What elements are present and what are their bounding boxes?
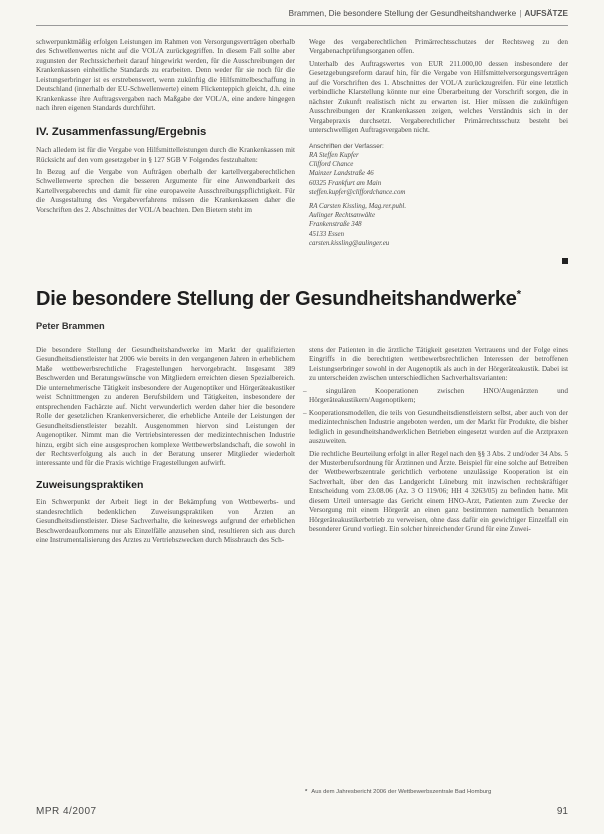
article-author: Peter Brammen: [36, 321, 105, 331]
paragraph: Nach alledem ist für die Vergabe von Hilfsmittelleistungen durch die Krankenkassen mit Rücksicht auf den vom gesetzgeber in § 127 SGB V Folgendes festzuhalten:: [36, 146, 295, 164]
running-title: Brammen, Die besondere Stellung der Gesundheitshandwerke: [288, 9, 517, 18]
footnote-text: Aus dem Jahresbericht 2006 der Wettbewerbszentrale Bad Homburg: [311, 789, 492, 795]
article-title: [36, 288, 576, 311]
address-line: RA Carsten Kissling, Mag.rer.publ.: [309, 203, 407, 210]
bottom-left-column: [36, 346, 295, 549]
address-line: RA Steffen Kupfer: [309, 151, 359, 159]
paragraph: Wege des vergaberechtlichen Primärrechtsschutzes der Rechtsweg zu den Vergabenachprüfungsorganen offen.: [309, 38, 568, 56]
paragraph: stens der Patienten in die ärztliche Tätigkeit gesetzten Vertrauens und der Folge eines Eingriffs in die berechtigten wettbewerbsrechtlichen Interessen der betroffenen Leistungserbringer sowohl in der Augenoptik als auch in der Hörgeräteakustik. Dabei ist zu unterscheiden zwischen unterschiedlichen Sachverhaltsvarianten:: [309, 346, 568, 383]
section-heading: IV. Zusammenfassung/Ergebnis: [36, 125, 207, 138]
address-line: Frankenstraße 348: [309, 221, 362, 229]
bottom-right-column: [303, 346, 568, 538]
footnote: [305, 789, 565, 795]
top-left-column: [36, 38, 295, 218]
end-of-article-square-icon: [562, 258, 568, 264]
list-item: – Kooperationsmodellen, die teils von Gesundheitsdienstleistern selbst, aber auch von der medizintechnischen Industrie angeboten werden, um der Markt für Produkte, die bisher lediglich in gesundheitshandwerklichen Betrieben eingesetzt wurden auf die Arztpraxen auszuweiten.: [303, 408, 568, 446]
page-number: 91: [556, 806, 568, 817]
email-link[interactable]: carsten.kissling@aulinger.eu: [309, 239, 390, 247]
section-heading: Zuweisungspraktiken: [36, 478, 144, 491]
list-item: – singulären Kooperationen zwischen HNO/Augenärzten und Hörgeräteakustikern/Augenoptikern;: [303, 386, 568, 405]
header-separator: |: [519, 9, 522, 18]
paragraph: schwerpunktmäßig erfolgen Leistungen im Rahmen von Versorgungsverträgen oberhalb des Schwellenwertes nicht auf die VOL/A zurückgegriffen. In diesem Fall sollte aber zugunsten der Rechtssicherheit darauf hingewirkt werden, für die Ausschreibungen der Krankenkassen einheitliche Standards zu erarbeiten. Denn weder für sie noch für die Leistungserbringer ist es erstrebenswert, wenn zukünftig die Hilfsmittelbeschaffung in Deutschland (innerhalb der EU-Schwellenwerte) einem Flickenteppich gleicht, d.h. eine Krankenkasse ihre Auftragsvergaben nach Maßgabe der VOL/A, eine andere hingegen nach ihren eigenen Standards durchführt.: [36, 38, 295, 113]
author-address-2: [309, 202, 568, 248]
address-line: 45133 Essen: [309, 230, 345, 238]
running-header: [36, 9, 568, 26]
author-address-label: Anschriften der Verfasser:: [309, 142, 384, 150]
paragraph: In Bezug auf die Vergabe von Aufträgen oberhalb der kartellvergaberechtlichen Schwellenwerte sprechen die besseren Argumente für eine Anwendbarkeit des Kartellvergaberechts und damit für eine europaweite Ausschreibungspflichtigkeit. Für die Ausgestaltung des Vergabeverfahrens müssen die Krankenkassen daher die Vorschriften des 2. Abschnittes der VOL/A beachten. Den Bietern steht im: [36, 167, 295, 214]
paragraph: Die besondere Stellung der Gesundheitshandwerke im Markt der qualifizierten Gesundheitsdienstleister hat 2006 wie bereits in den vergangenen Jahren in erheblichem Maße wettbewerbsrechtliche Fragestellungen hervorgebracht. Insgesamt 389 Beschwerden und Beratungswünsche von Mitgliedern erreichten diesen Spezialbereich. Die unternehmerische Tätigkeit insbesondere der Augenoptiker und Hörgeräteakustiker weist Schnittmengen zu anderen Berufsbildern und Tätigkeiten, insbesondere der entsprechenden Fachärzte auf. Nicht verwunderlich werden daher hier die besondere Rolle der gesetzlichen Krankenversicherer, die erhebliche Anteile der Leistungen der Gesundheitsdienstleister bezahlt. Ausgenommen hiervon sind Leistungen der Augenoptiker. Nimmt man die Vertriebsinteressen der medizintechnischen Industrie hinzu, ergibt sich eine ausgesprochen komplexe Wettbewerbslandschaft, die sowohl in der Rechtsverfolgung als auch in der Beratung unserer Mitglieder wiederholt interessante und für die Praxis wichtige Fragestellungen aufwirft.: [36, 346, 295, 468]
title-footnote-mark: *: [516, 288, 521, 301]
address-line: 60325 Frankfurt am Main: [309, 179, 382, 187]
paragraph: Die rechtliche Beurteilung erfolgt in aller Regel nach den §§ 3 Abs. 2 und/oder 34 Abs. 5 der Musterberufsordnung für Ärztinnen und Ärzte. Beispiel für eine solche auf Betreiben der Wettbewerbszentrale gerichtlich verbotene unzulässige Kooperation ist ein Sachverhalt, über den das Landgericht Lüneburg mit inzwischen rechtskräftiger Entscheidung vom 23.08.06 (Az. 3 O 119/06; HH 4 3263/05) zu befinden hatte. Mit diesem Urteil untersagte das Gericht einem HNO-Arzt, Patienten zum Zwecke der Versorgung mit einem Hörgerät an einen ganz bestimmten namentlich benannten Hörgeräteakustikerbetrieb zu verweisen, ohne dass dafür ein gewichtiger Einzelfall ein besonderer Grund vorliegt. Ein solcher hinreichender Grund für eine Zuwei-: [309, 449, 568, 534]
journal-issue: MPR 4/2007: [36, 806, 97, 817]
author-address-1: [309, 151, 568, 197]
email-link[interactable]: steffen.kupfer@cliffordchance.com: [309, 188, 406, 196]
top-right-column: [309, 38, 568, 264]
article-title-text: Die besondere Stellung der Gesundheitshandwerke: [36, 288, 517, 310]
paragraph: Ein Schwerpunkt der Arbeit liegt in der Bekämpfung von Wettbewerbs- und standesrechtlich bedenklichen Zuweisungspraktiken von Ärzten an Gesundheitsdienstleister. Diese Sachverhalte, die keineswegs aufgrund der erheblichen Beschwerdeaufkommens nur als Einzelfälle anzusehen sind, resultieren sich aus durch eine Instrumentalisierung des Arztes zu Vertriebszwecken durch Missbrauch des Sch-: [36, 498, 295, 545]
section-label: AUFSÄTZE: [524, 9, 568, 18]
address-line: Aulinger Rechtsanwälte: [309, 212, 376, 220]
page-footer: [36, 806, 568, 820]
footnote-mark: *: [305, 789, 308, 795]
paragraph: Unterhalb des Auftragswertes von EUR 211.000,00 dessen insbesondere der Gesetzgebungsreform darauf hin, für die Vergabe von Hilfsmittelversorgungsverträgen auf die Vorschriften des 1. Abschnittes der VOL/A zurückzugreifen. Für eine letztlich verbindliche Klarstellung könnte nur eine Überarbeitung der Vorschrift sorgen, die in nächster Zukunft realistisch nicht zu erwarten ist. Hier müssen die zukünftigen Ausschreibungen der Krankenkassen zeigen, welches Verständnis sich in der Vergabepraxis durchsetzt. Vergaberechtlicher Primärrechtsschutz besteht bei unterschwelligen Auftragsvergaben nicht.: [309, 59, 568, 135]
address-line: Clifford Chance: [309, 161, 354, 169]
address-line: Mainzer Landstraße 46: [309, 170, 374, 178]
